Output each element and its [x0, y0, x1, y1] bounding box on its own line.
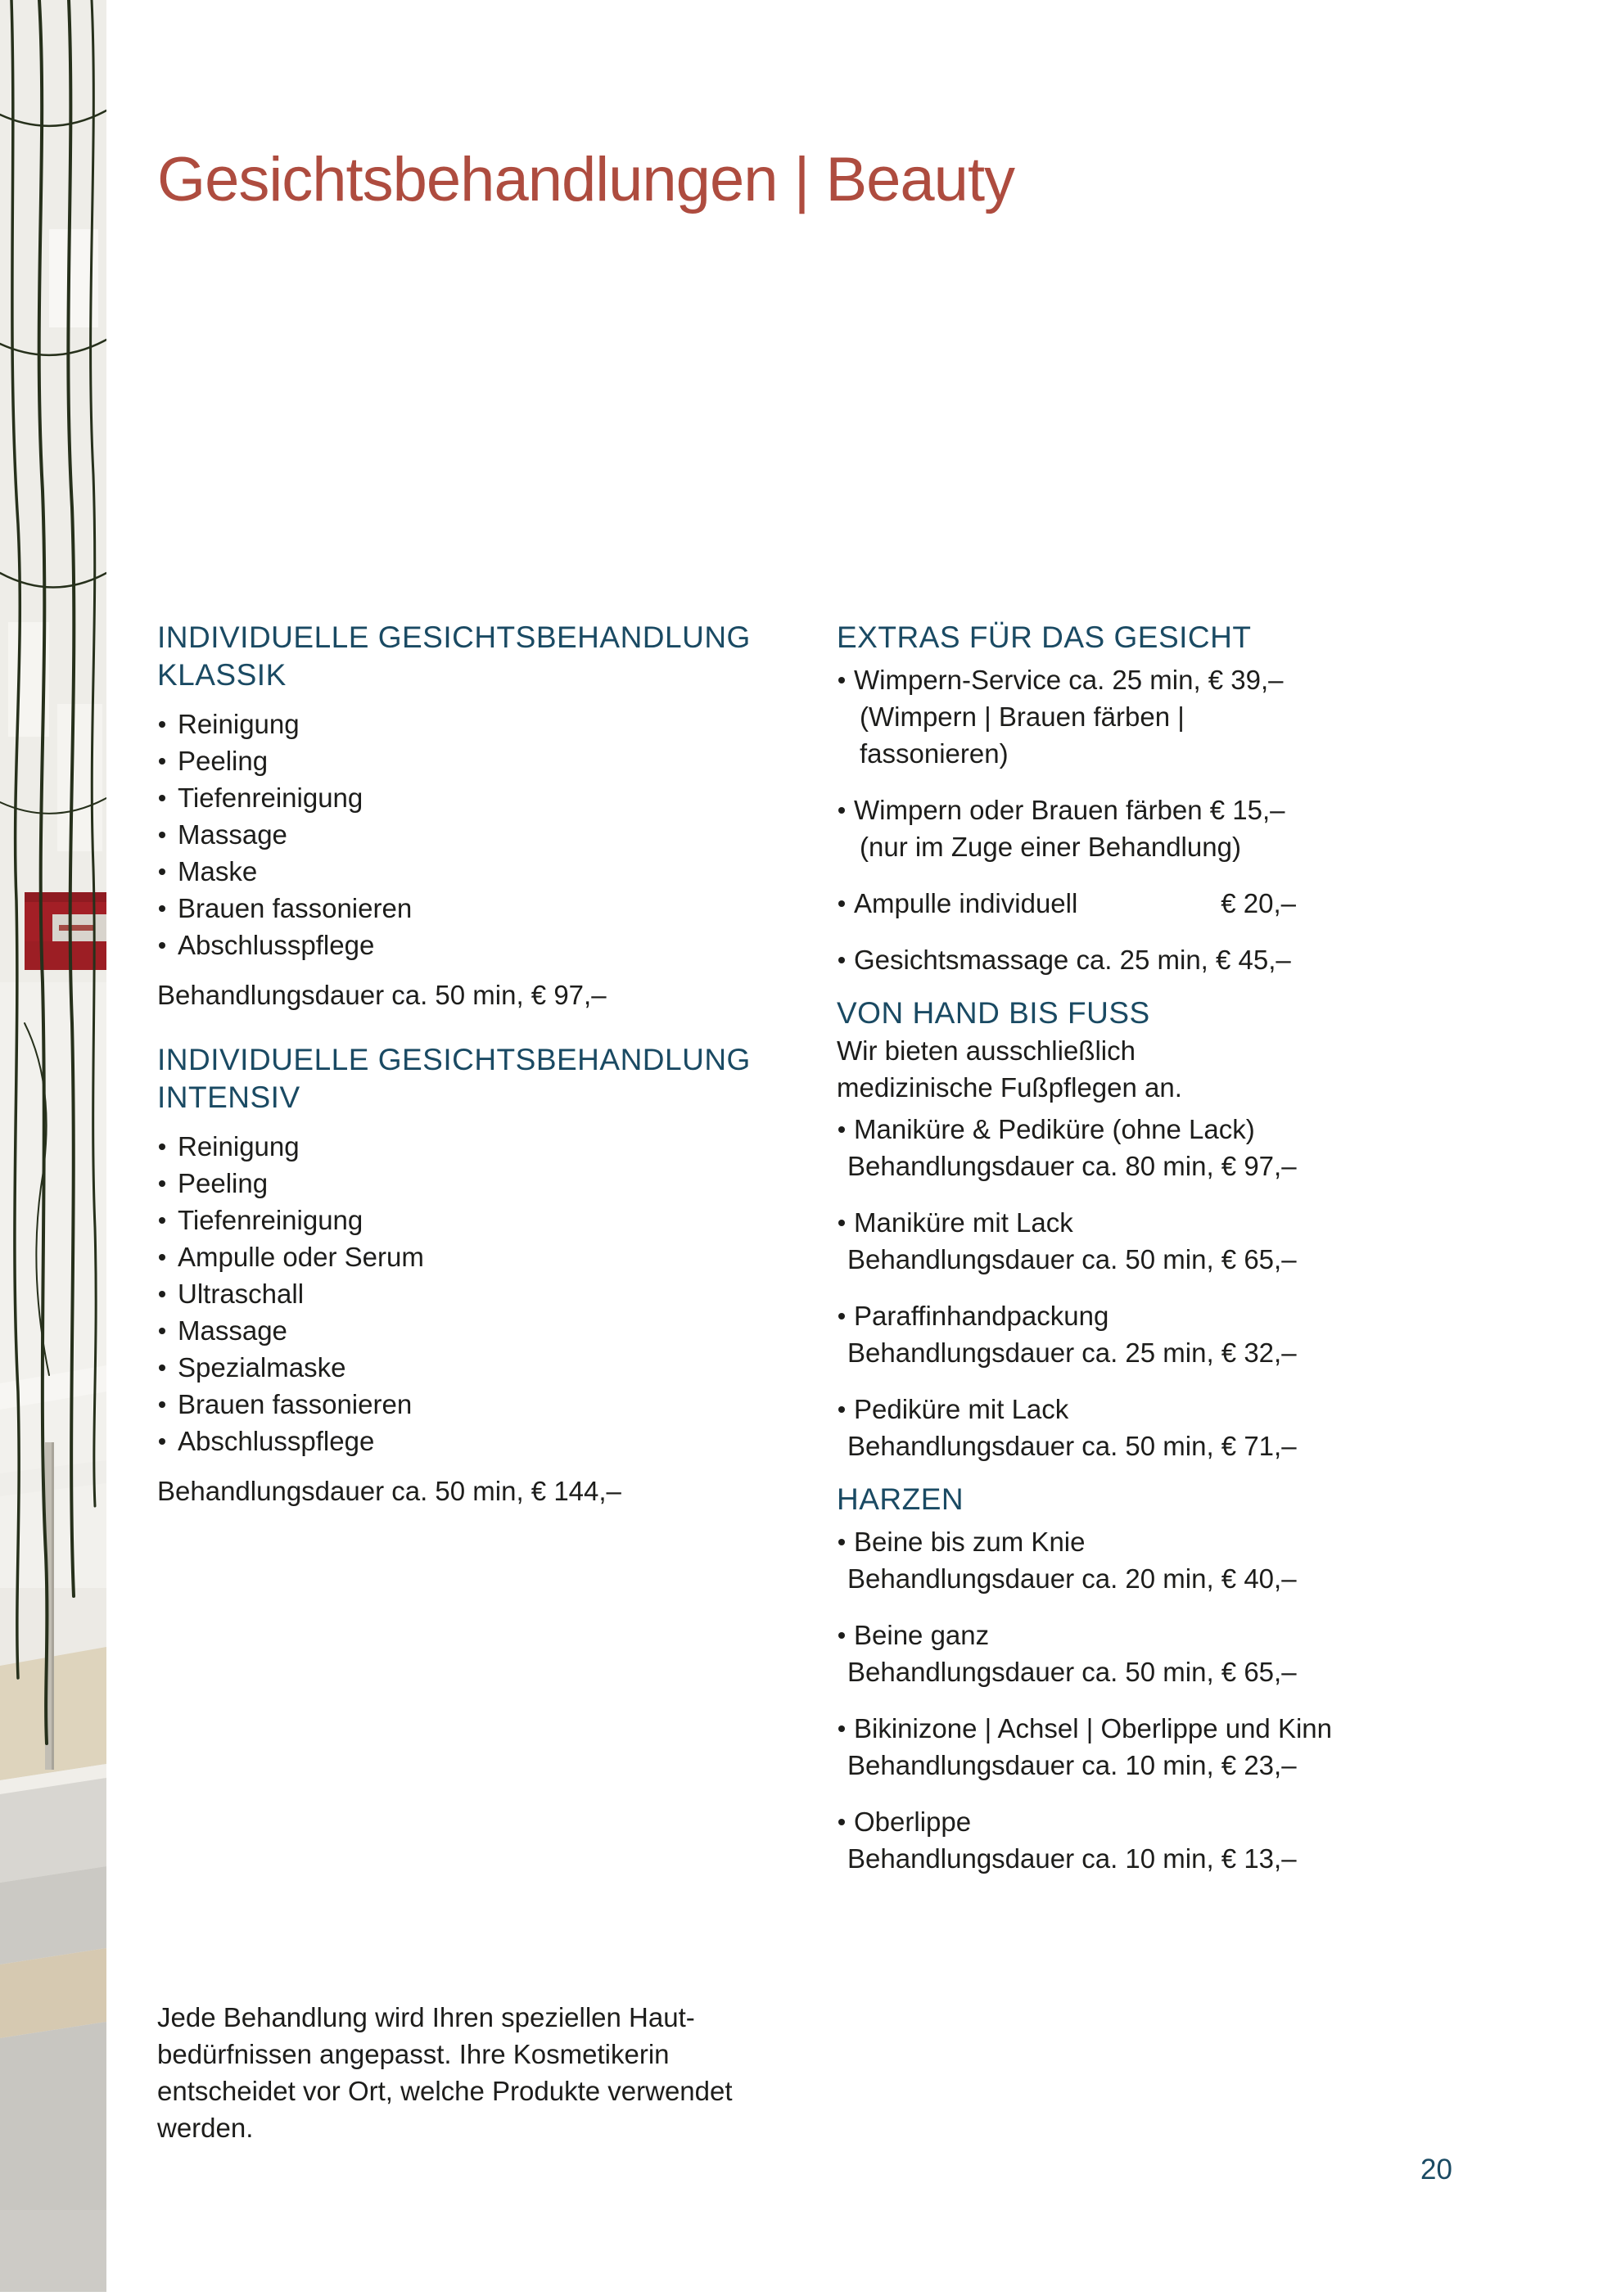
- service-item: [837, 1617, 1361, 1690]
- bullet-icon: [838, 1725, 845, 1732]
- service-name: Paraffinhandpackung: [854, 1301, 1109, 1331]
- bullet-label: Maske: [178, 856, 258, 886]
- bullet-icon: [838, 1632, 845, 1639]
- service-detail: Behandlungsdauer ca. 25 min, € 32,–: [847, 1337, 1297, 1368]
- bullet-label: Tiefenreinigung: [178, 783, 363, 813]
- plant-photo: [0, 0, 106, 2292]
- service-detail: Behandlungsdauer ca. 50 min, € 65,–: [847, 1657, 1297, 1687]
- footnote-line: bedürfnissen angepasst. Ihre Kosmetikerin: [157, 2039, 670, 2069]
- bullet-icon: [838, 1126, 845, 1133]
- list-item: [157, 890, 824, 927]
- bullet-icon: [838, 1819, 845, 1825]
- service-detail: Behandlungsdauer ca. 10 min, € 13,–: [847, 1843, 1297, 1874]
- list-item: [157, 927, 824, 963]
- footnote: [157, 1999, 829, 2146]
- service-item: [837, 1297, 1361, 1371]
- bullet-icon: [159, 1180, 165, 1187]
- service-line: Gesichtsmassage ca. 25 min, € 45,–: [854, 945, 1291, 975]
- service-item: [837, 792, 1361, 865]
- bullet-icon: [159, 868, 165, 875]
- bullet-label: Reinigung: [178, 1131, 300, 1162]
- footnote-line: entscheidet vor Ort, welche Produkte verwendet: [157, 2076, 733, 2106]
- service-line: Wimpern-Service ca. 25 min, € 39,–: [854, 665, 1284, 695]
- bullet-icon: [159, 758, 165, 765]
- intro-line: Wir bieten ausschließlich: [837, 1035, 1136, 1066]
- bullet-label: Peeling: [178, 746, 269, 776]
- section-heading: HARZEN: [837, 1482, 964, 1516]
- service-line: (nur im Zuge einer Behandlung): [860, 832, 1241, 862]
- section-harzen: [837, 1481, 1361, 1877]
- list-item: [157, 742, 824, 779]
- section-heading-line: INTENSIV: [157, 1080, 300, 1114]
- service-name: Bikinizone | Achsel | Oberlippe und Kinn: [854, 1713, 1332, 1743]
- list-item: [157, 816, 824, 853]
- list-item: [157, 706, 824, 742]
- list-item: [157, 1238, 824, 1275]
- bullet-icon: [159, 905, 165, 912]
- section-heading: [157, 1041, 824, 1116]
- list-item: [157, 1349, 824, 1386]
- bullet-label: Abschlusspflege: [178, 930, 375, 960]
- bullet-icon: [838, 1406, 845, 1413]
- left-column: [157, 619, 824, 1509]
- service-item: [837, 941, 1361, 978]
- section-klassik: [157, 619, 824, 1013]
- bullet-icon: [159, 1291, 165, 1297]
- section-heading-line: INDIVIDUELLE GESICHTSBEHANDLUNG: [157, 620, 751, 654]
- bullet-label: Massage: [178, 1315, 287, 1346]
- bullet-icon: [159, 1365, 165, 1371]
- treatment-step-list: [157, 706, 824, 963]
- service-name: Maniküre mit Lack: [854, 1207, 1073, 1238]
- service-item: [837, 661, 1361, 772]
- section-heading: VON HAND BIS FUSS: [837, 996, 1150, 1030]
- list-item: [157, 1312, 824, 1349]
- bullet-icon: [159, 1254, 165, 1261]
- service-item: [837, 1523, 1361, 1597]
- service-item: [837, 885, 1296, 922]
- service-name: Beine ganz: [854, 1620, 990, 1650]
- list-item: [157, 1202, 824, 1238]
- page-title: Gesichtsbehandlungen | Beauty: [157, 145, 1015, 214]
- duration-price-line: Behandlungsdauer ca. 50 min, € 144,–: [157, 1476, 621, 1506]
- bullet-label: Ampulle oder Serum: [178, 1242, 424, 1272]
- bullet-icon: [159, 1217, 165, 1224]
- bullet-icon: [159, 942, 165, 949]
- service-line: (Wimpern | Brauen färben |: [860, 701, 1185, 732]
- intro-line: medizinische Fußpflegen an.: [837, 1072, 1182, 1103]
- bullet-label: Spezialmaske: [178, 1352, 346, 1383]
- right-column: [837, 619, 1361, 1877]
- bullet-icon: [838, 957, 845, 963]
- section-extras: [837, 619, 1361, 978]
- service-name: Beine bis zum Knie: [854, 1527, 1086, 1557]
- service-detail: Behandlungsdauer ca. 50 min, € 71,–: [847, 1431, 1297, 1461]
- footnote-line: Jede Behandlung wird Ihren speziellen Haut-: [157, 2002, 695, 2032]
- bullet-label: Massage: [178, 819, 287, 850]
- service-detail: Behandlungsdauer ca. 20 min, € 40,–: [847, 1563, 1297, 1594]
- bullet-icon: [838, 900, 845, 907]
- service-line: fassonieren): [860, 738, 1009, 769]
- section-hand-fuss: [837, 995, 1361, 1464]
- list-item: [157, 1128, 824, 1165]
- service-item: [837, 1111, 1361, 1184]
- bullet-label: Brauen fassonieren: [178, 1389, 413, 1419]
- bullet-icon: [159, 1401, 165, 1408]
- service-detail: Behandlungsdauer ca. 10 min, € 23,–: [847, 1750, 1297, 1780]
- bullet-icon: [159, 1438, 165, 1445]
- list-item: [157, 1423, 824, 1459]
- list-item: [157, 779, 824, 816]
- list-item: [157, 1165, 824, 1202]
- section-intensiv: [157, 1041, 824, 1509]
- list-item: [157, 1275, 824, 1312]
- duration-price-line: Behandlungsdauer ca. 50 min, € 97,–: [157, 980, 607, 1010]
- bullet-icon: [838, 807, 845, 814]
- list-item: [157, 853, 824, 890]
- bullet-label: Peeling: [178, 1168, 269, 1198]
- bullet-label: Brauen fassonieren: [178, 893, 413, 923]
- bullet-icon: [159, 1143, 165, 1150]
- service-detail: Behandlungsdauer ca. 80 min, € 97,–: [847, 1151, 1297, 1181]
- service-name: Oberlippe: [854, 1807, 972, 1837]
- price-value: € 20,–: [1221, 888, 1296, 918]
- service-line: Wimpern oder Brauen färben € 15,–: [854, 795, 1285, 825]
- bullet-label: Tiefenreinigung: [178, 1205, 363, 1235]
- bullet-icon: [838, 1220, 845, 1226]
- bullet-icon: [159, 721, 165, 728]
- service-detail: Behandlungsdauer ca. 50 min, € 65,–: [847, 1244, 1297, 1274]
- section-heading: EXTRAS FÜR DAS GESICHT: [837, 620, 1252, 654]
- bullet-label: Ultraschall: [178, 1279, 305, 1309]
- service-item: [837, 1710, 1361, 1784]
- bullet-label: Reinigung: [178, 709, 300, 739]
- section-heading-line: INDIVIDUELLE GESICHTSBEHANDLUNG: [157, 1043, 751, 1076]
- service-item: [837, 1803, 1361, 1877]
- section-heading: [157, 619, 824, 694]
- bullet-icon: [838, 1539, 845, 1545]
- section-heading-line: KLASSIK: [157, 658, 287, 692]
- bullet-label: Abschlusspflege: [178, 1426, 375, 1456]
- service-name: Maniküre & Pediküre (ohne Lack): [854, 1114, 1255, 1144]
- bullet-icon: [838, 677, 845, 683]
- service-item: [837, 1391, 1361, 1464]
- bullet-icon: [838, 1313, 845, 1319]
- service-name: Pediküre mit Lack: [854, 1394, 1069, 1424]
- bullet-icon: [159, 795, 165, 801]
- treatment-step-list: [157, 1128, 824, 1459]
- service-line: Ampulle individuell: [854, 888, 1078, 918]
- footnote-line: werden.: [157, 2113, 254, 2143]
- list-item: [157, 1386, 824, 1423]
- bullet-icon: [159, 1328, 165, 1334]
- bullet-icon: [159, 832, 165, 838]
- section-intro: [837, 1032, 1361, 1106]
- page-number: 20: [1420, 2154, 1452, 2185]
- service-item: [837, 1204, 1361, 1278]
